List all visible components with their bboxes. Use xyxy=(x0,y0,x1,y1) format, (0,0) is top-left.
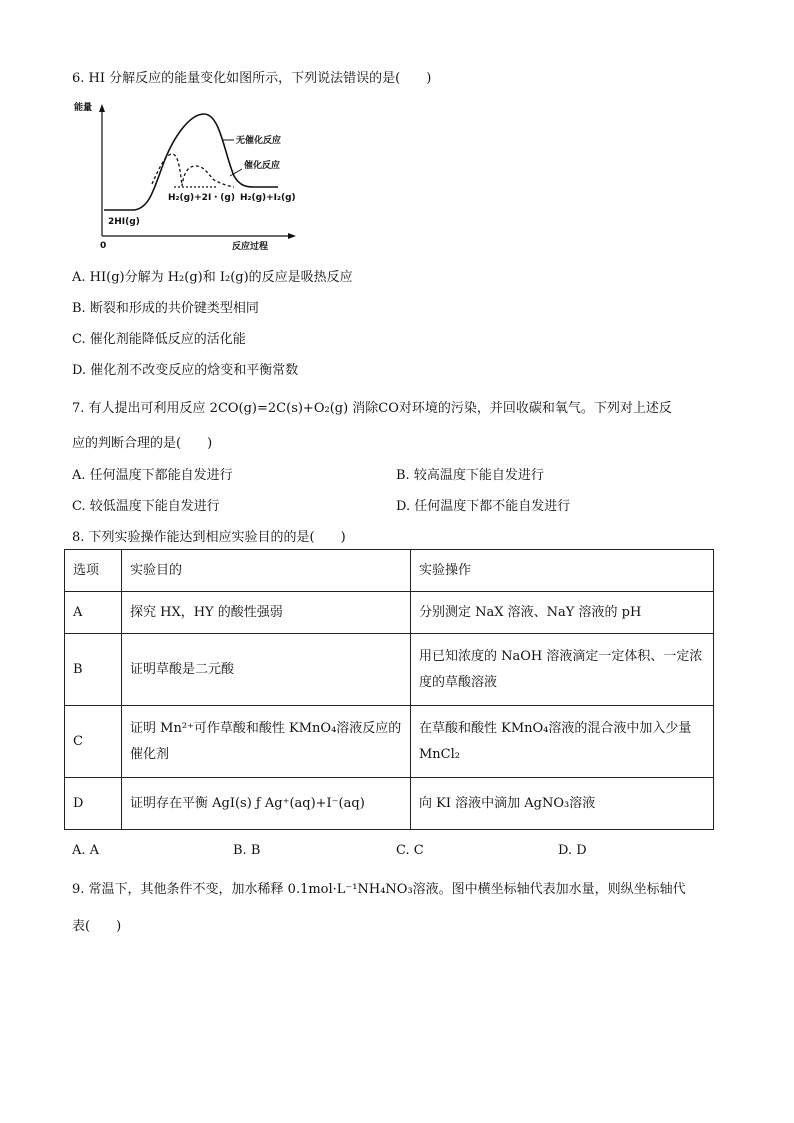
uncatalyzed-label: 无催化反应 xyxy=(236,136,282,146)
q6-option-a: A. HI(g)分解为 H₂(g)和 I₂(g)的反应是吸热反应 xyxy=(72,270,353,285)
q7-stem-line1: 7. 有人提出可利用反应 2CO(g)=2C(s)+O₂(g) 消除CO对环境的污染，并回收碳和氧气。下列对上述反 xyxy=(72,401,672,416)
table-cell: 向 KI 溶液中滴加 AgNO₃溶液 xyxy=(411,778,714,830)
x-axis-label: 反应过程 xyxy=(232,242,269,252)
intermediate-label: H₂(g)+2I・(g) xyxy=(168,193,235,203)
header-cell: 选项 xyxy=(65,550,122,592)
q7-option-d: D. 任何温度下都不能自发进行 xyxy=(396,499,571,514)
product-label: H₂(g)+I₂(g) xyxy=(240,193,296,203)
table-header-row xyxy=(65,550,714,592)
table-row xyxy=(65,706,714,778)
energy-diagram-svg xyxy=(72,96,302,256)
q7-option-b: B. 较高温度下能自发进行 xyxy=(396,468,544,483)
experiment-table xyxy=(64,549,714,830)
header-cell: 实验操作 xyxy=(411,550,714,592)
table-cell: 用已知浓度的 NaOH 溶液滴定一定体积、一定浓度的草酸溶液 xyxy=(411,634,714,706)
q7-option-a: A. 任何温度下都能自发进行 xyxy=(72,468,233,483)
q6-option-c: C. 催化剂能降低反应的活化能 xyxy=(72,332,246,347)
q6-stem: 6. HI 分解反应的能量变化如图所示，下列说法错误的是( ) xyxy=(72,71,432,86)
table-cell: B xyxy=(65,634,122,706)
header-cell: 实验目的 xyxy=(122,550,411,592)
energy-diagram xyxy=(72,96,302,260)
table-cell: 证明存在平衡 AgI(s) ƒ Ag⁺(aq)+I⁻(aq) xyxy=(122,778,411,830)
origin-label: 0 xyxy=(100,241,107,251)
q8-answer-b: B. B xyxy=(233,843,261,858)
table-cell: C xyxy=(65,706,122,778)
q8-answer-d: D. D xyxy=(558,843,587,858)
table-cell: 分别测定 NaX 溶液、NaY 溶液的 pH xyxy=(411,592,714,634)
q6-option-d: D. 催化剂不改变反应的焓变和平衡常数 xyxy=(72,363,299,378)
reactant-label: 2HI(g) xyxy=(108,217,140,227)
table-cell: 证明草酸是二元酸 xyxy=(122,634,411,706)
table-row xyxy=(65,634,714,706)
q7-option-c: C. 较低温度下能自发进行 xyxy=(72,499,220,514)
q6-option-b: B. 断裂和形成的共价键类型相同 xyxy=(72,301,259,316)
q8-stem: 8. 下列实验操作能达到相应实验目的的是( ) xyxy=(72,530,346,545)
q8-answer-a: A. A xyxy=(72,843,100,858)
table-cell: D xyxy=(65,778,122,830)
y-axis-label: 能量 xyxy=(74,103,93,113)
table-cell: 证明 Mn²⁺可作草酸和酸性 KMnO₄溶液反应的催化剂 xyxy=(122,706,411,778)
table-cell: A xyxy=(65,592,122,634)
table-row xyxy=(65,592,714,634)
catalyzed-label: 催化反应 xyxy=(244,161,281,171)
q9-stem-line1: 9. 常温下，其他条件不变，加水稀释 0.1mol·L⁻¹NH₄NO₃溶液。图中横坐标轴代表加水量，则纵坐标轴代 xyxy=(72,882,686,897)
table-cell: 探究 HX，HY 的酸性强弱 xyxy=(122,592,411,634)
table-row xyxy=(65,778,714,830)
catalyzed-curve xyxy=(152,154,234,187)
y-axis-arrow xyxy=(99,104,105,112)
q8-answer-c: C. C xyxy=(396,843,424,858)
table-cell: 在草酸和酸性 KMnO₄溶液的混合液中加入少量 MnCl₂ xyxy=(411,706,714,778)
x-axis-arrow xyxy=(288,233,296,239)
q7-stem-line2: 应的判断合理的是( ) xyxy=(72,436,213,451)
q9-stem-line2: 表( ) xyxy=(72,919,122,934)
